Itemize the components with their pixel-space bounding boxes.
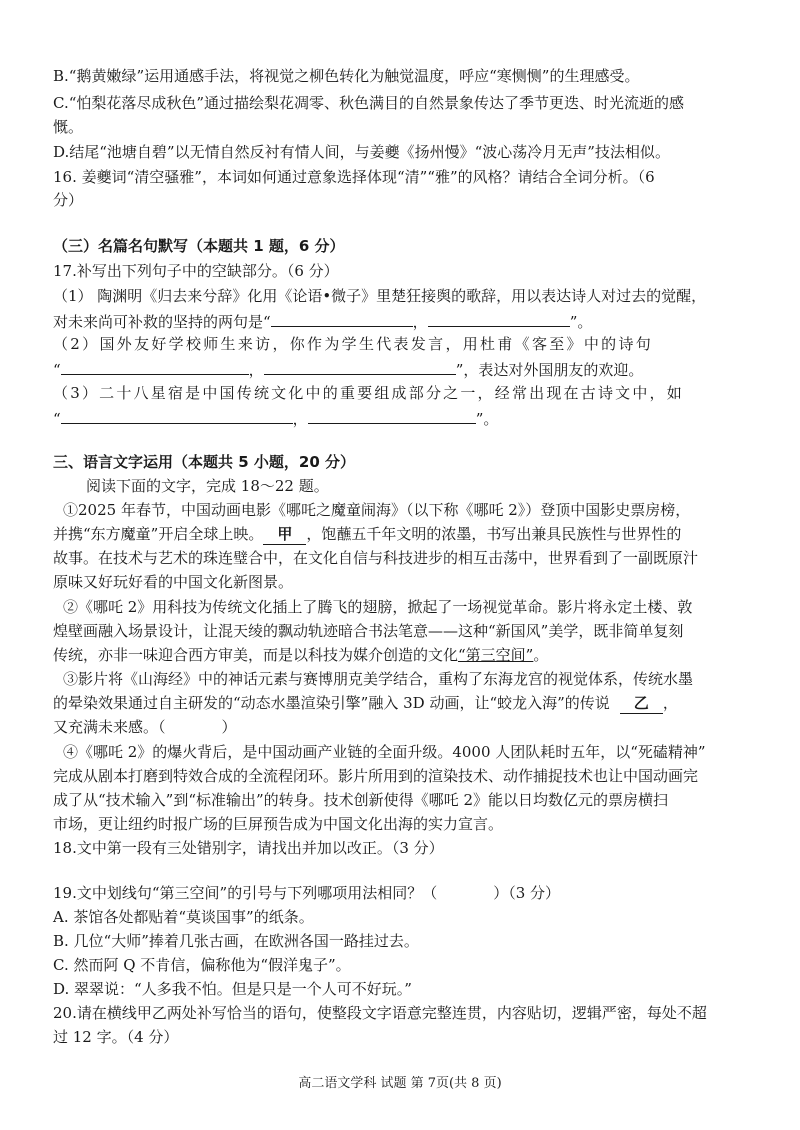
para2-line2: 煌壁画融入场景设计，让混天绫的飘动轨迹暗合书法笔意——这种“新国风”美学，既非简单复刻 [53,622,684,640]
para1-text-b: ，饱蘸五千年文明的浓墨，书写出兼具民族性与世界性的 [306,525,682,543]
reading-intro: 阅读下面的文字，完成 18～22 题。 [86,477,329,495]
para2-line3 [53,645,548,665]
q17-part3-blank-1[interactable] [61,407,293,424]
para1-line4: 原味又好玩好看的中国文化新图景。 [53,573,294,591]
para3-line1: ③影片将《山海经》中的神话元素与赛博朋克美学结合，重构了东海龙宫的视觉体系，传统水墨 [63,670,694,688]
blank-yi[interactable]: 乙 [620,693,663,714]
q17-part1-line2 [53,310,592,332]
close-quote: ”。 [569,313,593,331]
open-quote: “ [53,361,61,379]
q17-part1-line1: （1） 陶渊明《归去来兮辞》化用《论语•微子》里楚狂接舆的歌辞，用以表达诗人对过去的觉醒， [53,287,707,305]
q17-part2-blank-1[interactable] [61,358,249,375]
para3-text: 的晕染效果通过自主研发的“动态水墨渲染引擎”融入 3D 动画，让“蛟龙入海”的传说 [53,694,610,712]
q19-option-b: B. 几位“大师”捧着几张古画，在欧洲各国一路挂过去。 [53,932,419,950]
comma: ， [248,361,264,379]
para1-line2 [53,524,681,545]
q15-option-b: B.“鹅黄嫩绿”运用通感手法，将视觉之柳色转化为触觉温度，呼应“寒恻恻”的生理感受。 [53,67,640,85]
q16-line2: 分） [53,191,84,209]
q17-part1-blank-2[interactable] [428,310,570,327]
period: 。 [533,646,549,664]
para4-line1: ④《哪吒 2》的爆火背后，是中国动画产业链的全面升级。4000 人团队耗时五年，以“死磕精神” [63,743,706,761]
para3-line2 [53,693,678,714]
q16-line1: 16. 姜夔词“清空骚雅”，本词如何通过意象选择体现“清”“雅”的风格？请结合全词分析。（6 [53,168,655,186]
para4-line4: 市场，更让纽约时报广场的巨屏预告成为中国文化出海的实力宣言。 [53,815,504,833]
blank-jia[interactable]: 甲 [263,524,306,545]
q19-text: 19.文中划线句“第三空间”的引号与下列哪项用法相同？（ [53,884,438,902]
para1-text-a: 并携“东方魔童”开启全球上映。 [53,525,264,543]
q20-line2: 过 12 字。（4 分） [53,1028,179,1046]
q17-part1-text: 对未来尚可补救的坚持的两句是“ [53,313,271,331]
q20-line1: 20.请在横线甲乙两处补写恰当的语句，使整段文字语意完整连贯，内容贴切，逻辑严密，每处不超 [53,1004,707,1022]
language-section-heading: 三、语言文字运用（本题共 5 小题，20 分） [53,453,355,471]
para3-line3 [53,717,237,737]
page-footer: 高二语文学科 试题 第 7页(共 8 页) [298,1076,502,1091]
q15-option-c-line1: C.“怕梨花落尽成秋色”通过描绘梨花凋零、秋色满目的自然景象传达了季节更迭、时光流逝的感 [53,94,685,112]
para3-text-end: 又充满未来感。（ [53,718,166,736]
q17-part2-line2 [53,358,643,380]
q17-part3-blank-2[interactable] [308,407,476,424]
close-paren: ） [221,718,237,736]
q19-score: ）（3 分） [493,884,561,902]
q19-option-c: C. 然而阿 Q 不肯信，偏称他为“假洋鬼子”。 [53,956,351,974]
dictation-heading: （三）名篇名句默写（本题共 1 题，6 分） [53,237,345,255]
q17-part3-line2 [53,407,498,429]
para1-line1: ①2025 年春节，中国动画电影《哪吒之魔童闹海》（以下称《哪吒 2》）登顶中国影史票房榜， [63,501,691,519]
q17-part2-line1: （2）国外友好学校师生来访，你作为学生代表发言，用杜甫《客至》中的诗句 [53,335,654,353]
close-quote: ”。 [475,410,499,428]
q19-option-a: A. 茶馆各处都贴着“莫谈国事”的纸条。 [53,908,314,926]
q18-prompt: 18.文中第一段有三处错别字，请找出并加以改正。（3 分） [53,839,444,857]
q17-part1-blank-1[interactable] [271,310,413,327]
q19-prompt [53,883,560,903]
comma: ， [412,313,428,331]
q17-part3-line1: （3）二十八星宿是中国传统文化中的重要组成部分之一，经常出现在古诗文中，如 [53,384,684,402]
underlined-third-space: “第三空间” [458,646,534,664]
comma: ， [292,410,308,428]
para2-line1: ②《哪吒 2》用科技为传统文化插上了腾飞的翅膀，掀起了一场视觉革命。影片将永定土楼、敦 [63,598,693,616]
q19-option-d: D. 翠翠说：“人多我不怕。但是只是一个人可不好玩。” [53,980,412,998]
para4-line3: 成了从“技术输入”到“标准输出”的转身。技术创新使得《哪吒 2》能以日均数亿元的票房横扫 [53,791,668,809]
q17-prompt: 17.补写出下列句子中的空缺部分。（6 分） [53,262,339,280]
q15-option-c-line2: 慨。 [53,118,84,136]
para2-text: 传统，亦非一味迎合西方审美，而是以科技为媒介创造的文化 [53,646,459,664]
para4-line2: 完成从剧本打磨到特效合成的全流程闭环。影片所用到的渲染技术、动作捕捉技术也让中国动画完 [53,767,699,785]
comma: ， [662,694,678,712]
q17-part2-blank-2[interactable] [264,358,456,375]
q15-option-d: D.结尾“池塘自碧”以无情自然反衬有情人间，与姜夔《扬州慢》“波心荡冷月无声”技法相似。 [53,143,670,161]
open-quote: “ [53,410,61,428]
q17-part2-text: ”，表达对外国朋友的欢迎。 [455,361,644,379]
para1-line3: 故事。在技术与艺术的珠连璧合中，在文化自信与科技进步的相互击荡中，世界看到了一副既原汁 [53,549,699,567]
